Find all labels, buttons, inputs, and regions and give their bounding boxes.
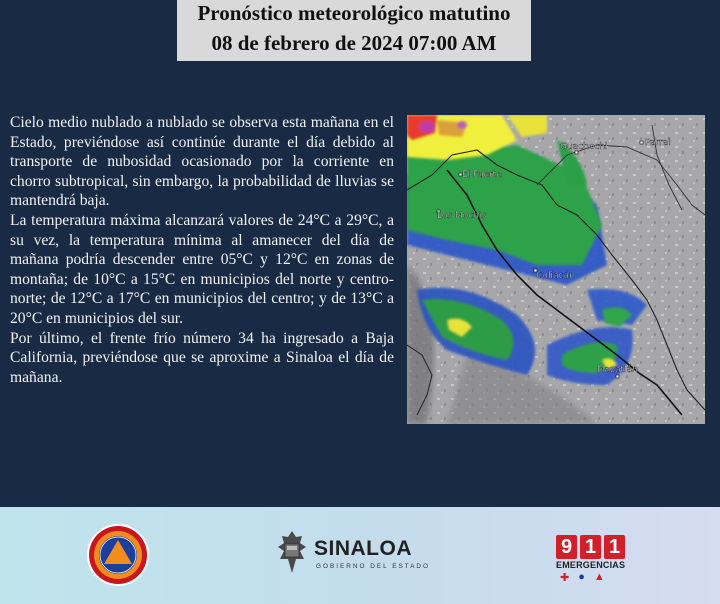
forecast-paragraph-2: La temperatura máxima alcanzará valores de 24°C a 29°C, a su vez, la temperatura mínima al amanecer del día de mañana podría descender entre 05°C y 12°C en zonas de montaña; de 10°C a 15°C en municipios del norte y centro-norte; de 12°C a 17°C en municipios del centro; y de 13°C a 20°C en municipios del sur. (10, 211, 394, 327)
emergencias-911-logo (556, 535, 628, 595)
911-digits (556, 535, 628, 559)
satellite-map-image (407, 115, 705, 424)
forecast-paragraph-3: Por último, el frente frío número 34 ha ingresado a Baja California, previéndose que se aproxime a Sinaloa el día de mañana. (10, 329, 394, 386)
sinaloa-subtitle: GOBIERNO DEL ESTADO (316, 563, 430, 570)
fire-icon: ▲ (593, 571, 605, 583)
911-digit-1b: 1 (604, 535, 625, 559)
map-city-guachochi: Guachochi (560, 142, 608, 152)
emergencias-label: EMERGENCIAS (556, 560, 626, 570)
satellite-map (407, 115, 705, 424)
footer (0, 507, 720, 604)
map-city-culiacan: Culiacán (536, 271, 575, 281)
medical-cross-icon: ✚ (560, 572, 570, 584)
sinaloa-logo (276, 527, 436, 583)
map-city-mazatlan: Mazatlán (597, 365, 638, 375)
proteccion-civil-logo (86, 523, 150, 587)
emergency-icons (556, 571, 628, 584)
title-box (177, 0, 531, 61)
forecast-paragraph-1: Cielo medio nublado a nublado se observa esta mañana en el Estado, previéndose así continúe durante el día debido al transporte de nubosidad ocasionado por la corriente en chorro subtropical, sin embargo, la probabilidad de lluvias se mantendrá baja. (10, 114, 394, 210)
map-city-el-fuerte: El Fuerte (462, 170, 502, 180)
forecast-title: Pronóstico meteorológico matutino (197, 1, 511, 25)
911-digit-1a: 1 (580, 535, 601, 559)
map-city-parral: Parral (645, 138, 671, 148)
forecast-date-time: 08 de febrero de 2024 07:00 AM (211, 31, 497, 55)
sinaloa-crest-icon (276, 529, 308, 577)
forecast-text (10, 113, 394, 387)
911-digit-9: 9 (556, 535, 577, 559)
police-cap-icon: ● (578, 571, 585, 583)
map-city-los-mochis: Los Mochis (437, 211, 487, 221)
sinaloa-name: SINALOA (314, 537, 412, 560)
